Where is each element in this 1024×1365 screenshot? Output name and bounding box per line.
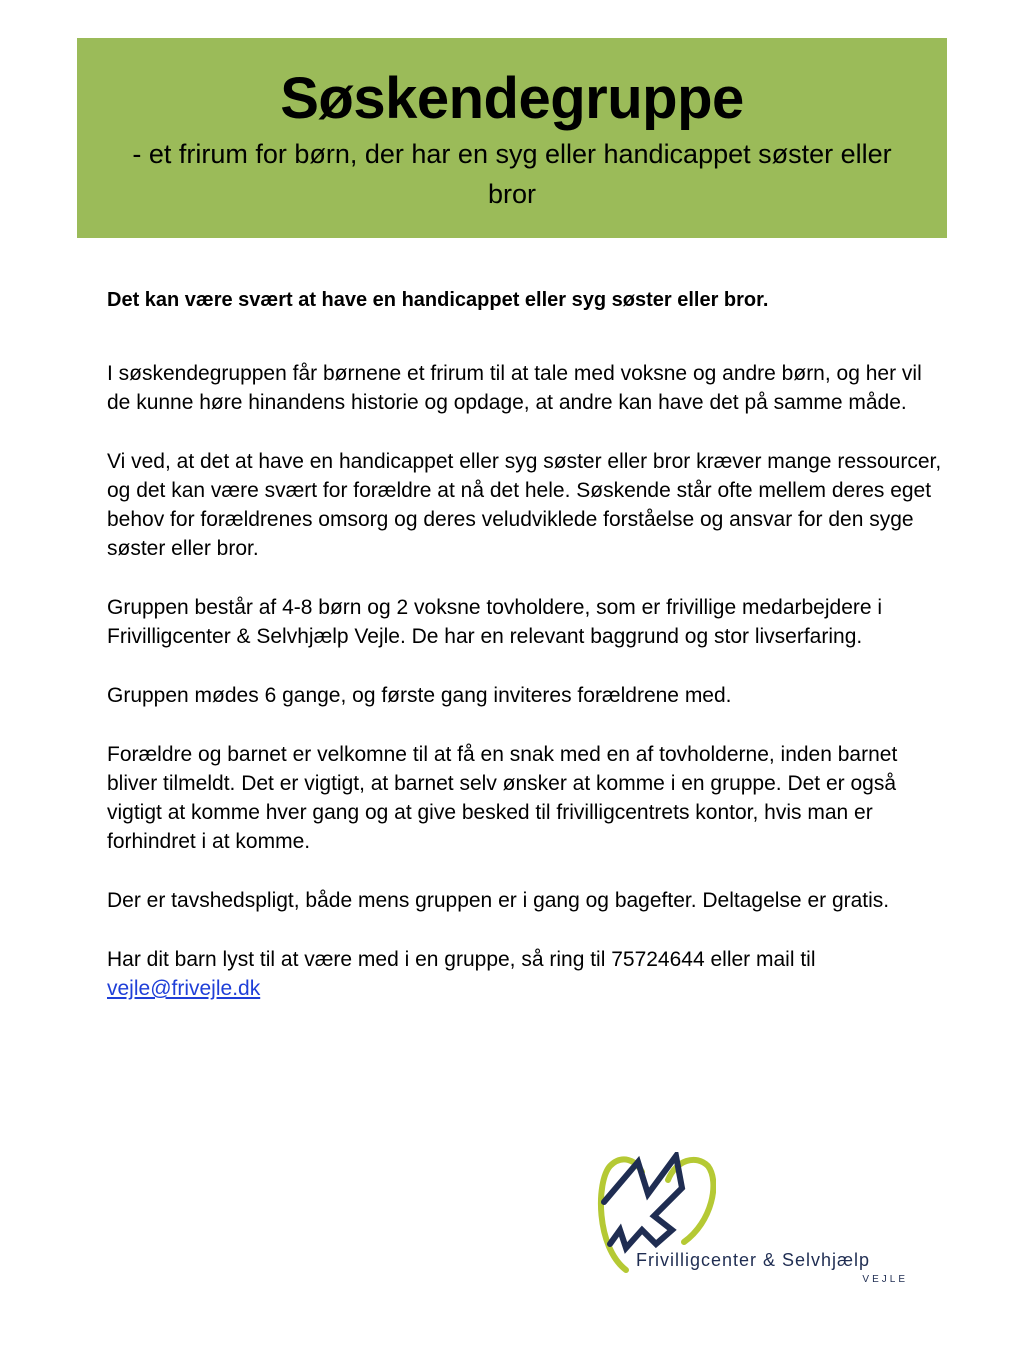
frivilligcenter-logo	[596, 1152, 926, 1287]
page-title: Søskendegruppe	[280, 66, 744, 131]
intro-paragraph: Det kan være svært at have en handicappet eller syg søster eller bror.	[107, 289, 769, 311]
paragraph-ressourcer: Vi ved, at det at have en handicappet eller syg søster eller bror kræver mange ressourcer, og det kan være svært for forældre at nå det hele. Søskende står ofte mellem deres eget behov for forældrenes omsorg og deres veludviklede forståelse og ansvar for den syge søster eller bror.	[107, 450, 942, 560]
header-banner	[77, 38, 947, 238]
logo-name: Frivilligcenter & Selvhjælp	[636, 1250, 871, 1270]
logo-city: VEJLE	[862, 1274, 908, 1285]
main-content	[107, 286, 947, 1033]
paragraph-foraeldre: Forældre og barnet er velkomne til at få en snak med en af tovholderne, inden barnet bliver tilmeldt. Det er vigtigt, at barnet selv ønsker at komme i en gruppe. Det er også vigtigt at komme hver gang og at give besked til frivilligcentrets kontor, hvis man er forhindret i at komme.	[107, 743, 898, 853]
paragraph-moedes: Gruppen mødes 6 gange, og første gang inviteres forældrene med.	[107, 684, 732, 707]
paragraph-gruppen: Gruppen består af 4-8 børn og 2 voksne tovholdere, som er frivillige medarbejdere i Frivilligcenter & Selvhjælp Vejle. De har en relevant baggrund og stor livserfaring.	[107, 596, 883, 648]
paragraph-tavshedspligt: Der er tavshedspligt, både mens gruppen er i gang og bagefter. Deltagelse er gratis.	[107, 889, 890, 912]
contact-text: Har dit barn lyst til at være med i en gruppe, så ring til 75724644 eller mail til	[107, 948, 816, 971]
contact-email-link[interactable]: vejle@frivejle.dk	[107, 977, 261, 1000]
contact-paragraph	[107, 945, 947, 1003]
paragraph-frirum: I søskendegruppen får børnene et frirum til at tale med voksne og andre børn, og her vil de kunne høre hinandens historie og opdage, at andre kan have det på samme måde.	[107, 362, 922, 414]
page-subtitle: - et frirum for børn, der har en syg eller handicappet søster eller bror	[132, 139, 892, 209]
